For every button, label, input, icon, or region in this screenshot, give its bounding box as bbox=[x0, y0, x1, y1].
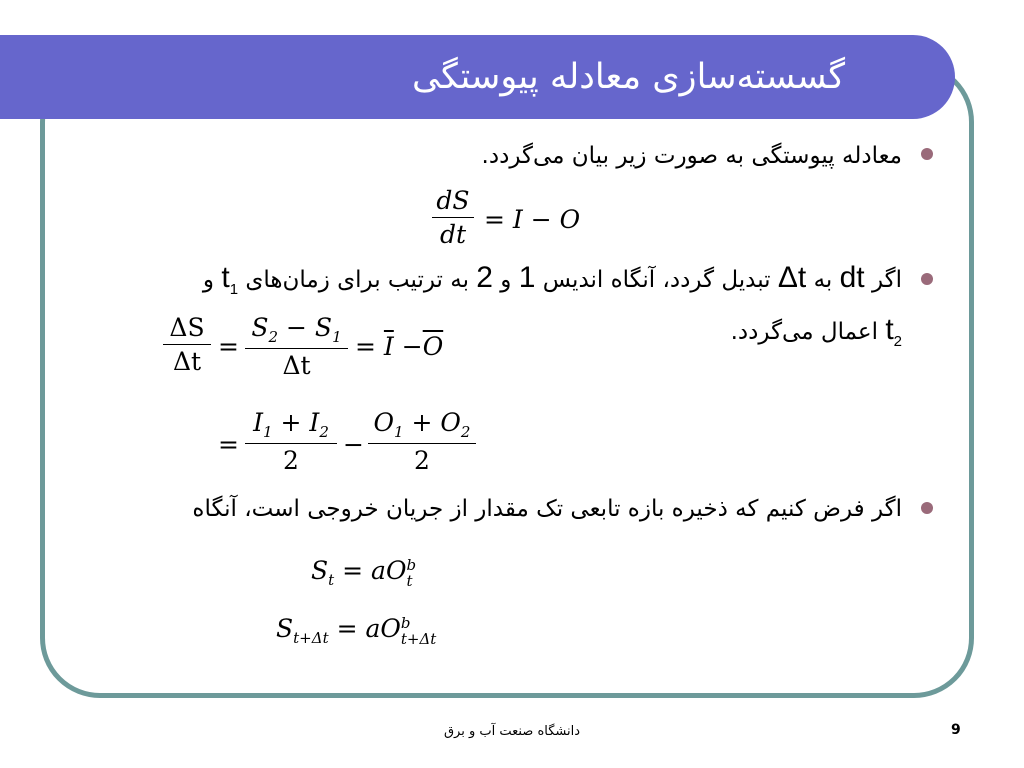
footer-university: دانشگاه صنعت آب و برق bbox=[443, 724, 581, 739]
bullet-marker bbox=[921, 148, 933, 160]
plus-sign: + bbox=[272, 408, 310, 437]
eq3-minus: − bbox=[343, 430, 364, 459]
text-segment: اگر bbox=[871, 267, 902, 293]
subscript: 1 bbox=[332, 328, 342, 346]
t2-symbol bbox=[885, 313, 902, 350]
subscript: t bbox=[406, 571, 413, 590]
fraction-bar bbox=[245, 348, 348, 349]
eq2-lhs-fraction bbox=[163, 313, 211, 376]
bullet-2-text-line2 bbox=[731, 302, 902, 370]
eq2-lhs-denominator: Δt bbox=[172, 347, 202, 376]
o-symbol: O bbox=[385, 556, 407, 585]
t1-symbol bbox=[221, 261, 239, 298]
minus-sign: − bbox=[401, 332, 423, 361]
delta-t-symbol: Δt bbox=[777, 261, 807, 294]
fraction-bar bbox=[432, 217, 474, 218]
superscript: b bbox=[400, 613, 411, 632]
t1-subscript: 1 bbox=[229, 281, 239, 298]
fraction-bar bbox=[368, 443, 476, 444]
eq2-mid-fraction bbox=[245, 313, 348, 380]
s-symbol: S bbox=[276, 614, 294, 643]
equals-a: = a bbox=[342, 556, 386, 585]
index-two: 2 bbox=[476, 261, 493, 294]
eq4-content bbox=[311, 556, 416, 589]
plus-sign: + bbox=[403, 408, 441, 437]
eq3-first-fraction bbox=[245, 408, 337, 475]
subscript: 1 bbox=[263, 423, 273, 441]
equals-a: = a bbox=[336, 614, 381, 643]
bullet-marker bbox=[921, 273, 933, 285]
sub-sup-stack bbox=[406, 557, 416, 589]
bullet-1-text: معادله پیوستگی به صورت زیر بیان می‌گردد. bbox=[481, 143, 902, 169]
s-symbol: S bbox=[251, 313, 269, 342]
eq2-equals: = bbox=[218, 332, 239, 361]
eq2-lhs-numerator: ΔS bbox=[169, 313, 205, 342]
eq2-mid-numerator bbox=[245, 313, 348, 346]
eq1-denominator: dt bbox=[439, 220, 467, 249]
t2-base: t bbox=[885, 313, 894, 346]
superscript: b bbox=[406, 555, 417, 574]
bullet-3-text: اگر فرض کنیم که ذخیره بازه تابعی تک مقدار از جریان خروجی است، آنگاه bbox=[192, 496, 902, 522]
eq2-mid-denominator: Δt bbox=[282, 351, 311, 380]
title-bar bbox=[0, 35, 955, 119]
bullet-marker bbox=[921, 502, 933, 514]
eq1-rhs: = I − O bbox=[484, 205, 581, 234]
text-segment: اعمال می‌گردد. bbox=[730, 319, 878, 345]
fraction-bar bbox=[245, 443, 337, 444]
eq1-numerator: dS bbox=[436, 186, 470, 215]
fraction-bar bbox=[163, 344, 211, 345]
eq3-second-numerator bbox=[368, 408, 476, 441]
eq3-equals: = bbox=[218, 430, 239, 459]
s-symbol: S bbox=[311, 556, 329, 585]
text-segment: تبدیل گردد، آنگاه اندیس bbox=[542, 267, 771, 293]
sub-sup-stack bbox=[401, 615, 436, 647]
eq3-second-denominator: 2 bbox=[414, 446, 430, 475]
subscript: 2 bbox=[268, 328, 279, 346]
text-segment: و bbox=[202, 267, 215, 293]
i-symbol: I bbox=[253, 408, 264, 437]
eq2-rhs bbox=[355, 332, 443, 361]
subscript: 2 bbox=[319, 423, 329, 441]
t1-base: t bbox=[221, 261, 230, 294]
text-segment: به bbox=[813, 267, 833, 293]
text-segment: و bbox=[500, 267, 512, 293]
eq1-fraction bbox=[432, 186, 474, 249]
slide-title: گسسته‌سازی معادله پیوستگی bbox=[411, 57, 845, 97]
equals-sign: = bbox=[355, 332, 376, 361]
minus-sign: − bbox=[278, 313, 315, 342]
subscript: t bbox=[328, 571, 335, 589]
eq3-first-numerator bbox=[245, 408, 337, 441]
text-segment: به ترتیب برای زمان‌های bbox=[245, 267, 469, 293]
o-symbol: O bbox=[373, 408, 395, 437]
index-one: 1 bbox=[518, 261, 536, 294]
o-symbol: O bbox=[380, 614, 401, 643]
eq5-content bbox=[276, 614, 436, 647]
t2-subscript: 2 bbox=[893, 333, 902, 350]
dt-symbol: dt bbox=[839, 261, 865, 294]
i-bar: $\overline{I}$ bbox=[383, 332, 394, 361]
eq3-second-fraction bbox=[368, 408, 476, 475]
s-symbol: S bbox=[314, 313, 333, 342]
o-symbol: O bbox=[440, 408, 461, 437]
subscript: t+Δt bbox=[400, 629, 437, 648]
page-number: 9 bbox=[951, 722, 961, 738]
i-symbol: I bbox=[309, 408, 320, 437]
subscript: 1 bbox=[394, 423, 404, 441]
o-bar: $\overline{O}$ bbox=[422, 332, 444, 361]
subscript: 2 bbox=[460, 423, 471, 441]
eq3-first-denominator: 2 bbox=[283, 446, 299, 475]
subscript: t+Δt bbox=[293, 629, 329, 647]
